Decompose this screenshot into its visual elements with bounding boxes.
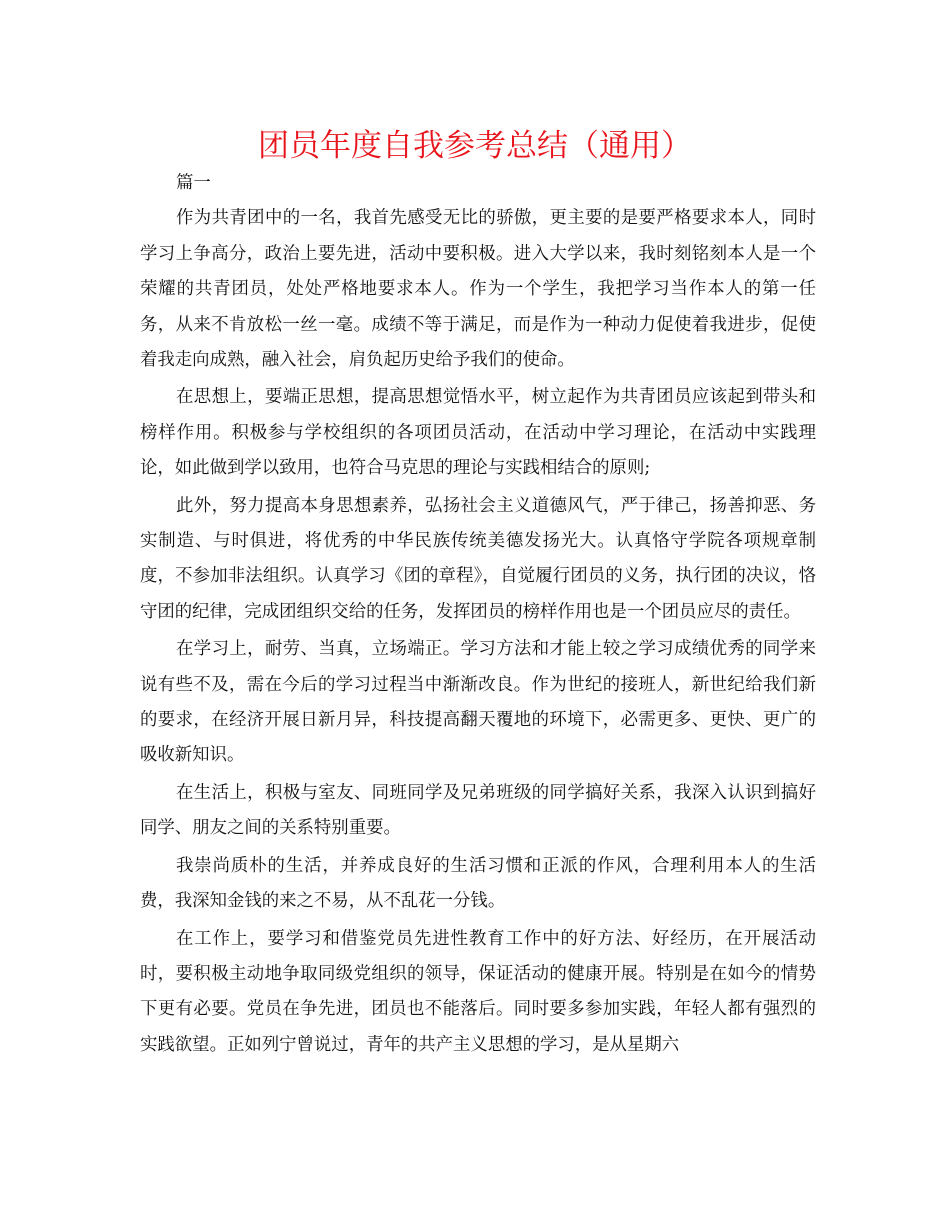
paragraph: 在思想上，要端正思想，提高思想觉悟水平，树立起作为共青团员应该起到带头和榜样作用。积极参与学校组织的各项团员活动，在活动中学习理论，在活动中实践理论，如此做到学以致用，也符合马克思的理论与实践相结合的原则; — [140, 387, 816, 479]
paragraph: 我崇尚质朴的生活，并养成良好的生活习惯和正派的作风，合理利用本人的生活费，我深知金钱的来之不易，从不乱花一分钱。 — [140, 855, 816, 912]
section-label: 篇一 — [176, 173, 211, 193]
paragraph: 在工作上，要学习和借鉴党员先进性教育工作中的好方法、好经历，在开展活动时，要积极主动地争取同级党组织的领导，保证活动的健康开展。特别是在如今的情势下更有必要。党员在争先进，团员也不能落后。同时要多参加实践，年轻人都有强烈的实践欲望。正如列宁曾说过，青年的共产主义思想的学习，是从星期六 — [140, 928, 816, 1055]
document-title: 团员年度自我参考总结（通用） — [258, 128, 692, 164]
paragraph: 在学习上，耐劳、当真，立场端正。学习方法和才能上较之学习成绩优秀的同学来说有些不及，需在今后的学习过程当中渐渐改良。作为世纪的接班人，新世纪给我们新的要求，在经济开展日新月异，科技提高翻天覆地的环境下，必需更多、更快、更广的吸收新知识。 — [140, 639, 816, 766]
paragraph: 作为共青团中的一名，我首先感受无比的骄傲，更主要的是要严格要求本人，同时学习上争高分，政治上要先进，活动中要积极。进入大学以来，我时刻铭刻本人是一个荣耀的共青团员，处处严格地要求本人。作为一个学生，我把学习当作本人的第一任务，从来不肯放松一丝一毫。成绩不等于满足，而是作为一种动力促使着我进步，促使着我走向成熟，融入社会，肩负起历史给予我们的使命。 — [140, 208, 816, 371]
document-body — [140, 166, 816, 1063]
paragraph: 在生活上，积极与室友、同班同学及兄弟班级的同学搞好关系，我深入认识到搞好同学、朋友之间的关系特别重要。 — [140, 782, 816, 839]
paragraph: 此外，努力提高本身思想素养，弘扬社会主义道德风气，严于律己，扬善抑恶、务实制造、与时俱进，将优秀的中华民族传统美德发扬光大。认真恪守学院各项规章制度，不参加非法组织。认真学习《团的章程》，自觉履行团员的义务，执行团的决议，恪守团的纪律，完成团组织交给的任务，发挥团员的榜样作用也是一个团员应尽的责任。 — [140, 495, 816, 622]
